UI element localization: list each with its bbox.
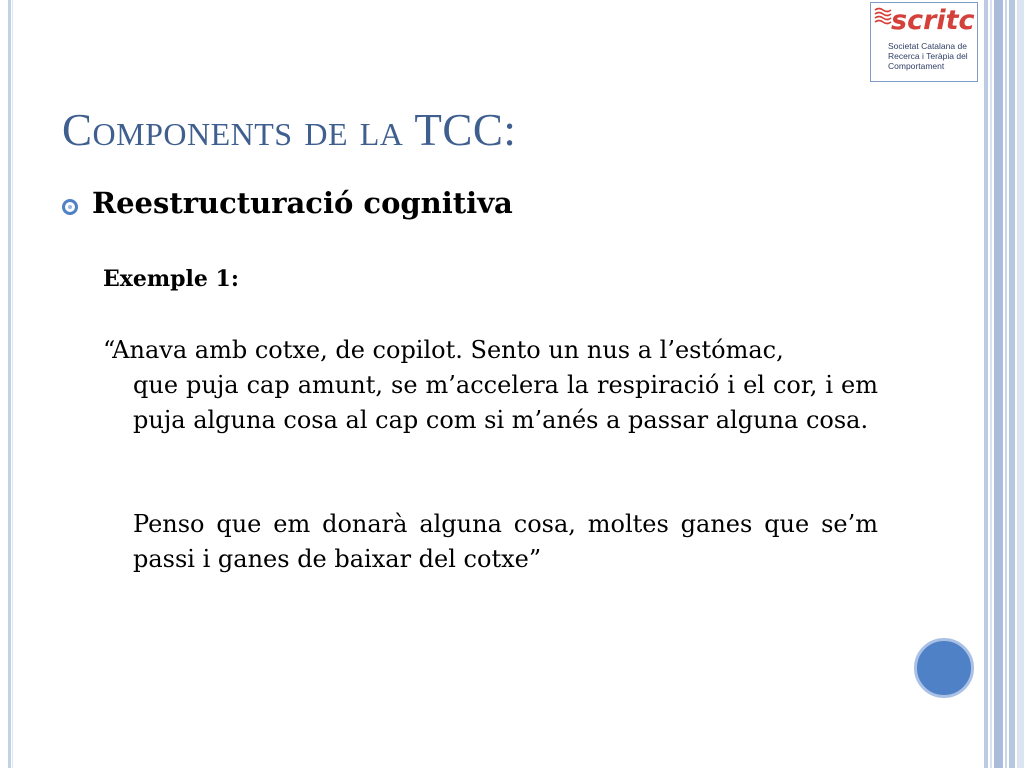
circle-button-icon[interactable] — [914, 638, 974, 698]
right-bar — [990, 0, 992, 768]
example-heading: Exemple 1: — [103, 266, 239, 292]
bullet-text: Reestructuració cognitiva — [92, 186, 513, 220]
wave-lines-icon — [874, 7, 892, 27]
logo-wordmark: scritc — [891, 5, 975, 36]
quote-paragraph-2: Penso que em donarà alguna cosa, moltes ganes que se’m passi i ganes de baixar del cotxe” — [133, 510, 878, 573]
right-decorative-bars — [984, 0, 1024, 768]
right-bar — [1005, 0, 1007, 768]
logo-subtitle: Societat Catalana de Recerca i Teràpia del Comportament — [888, 41, 968, 71]
quote-line-rest: que puja cap amunt, se m’accelera la respiració i el cor, i em puja alguna cosa al cap com si m’anés a passar alguna cosa. — [133, 371, 878, 434]
left-rule-thin — [12, 0, 13, 768]
quote-paragraph-1 — [103, 333, 878, 438]
scritc-logo — [870, 2, 978, 82]
right-bar — [1009, 0, 1015, 768]
right-bar — [994, 0, 1003, 768]
quote-line-first: “Anava amb cotxe, de copilot. Sento un nus a l’estómac, — [103, 336, 784, 364]
slide-title: Components de la TCC: — [62, 105, 517, 155]
right-bar — [984, 0, 988, 768]
left-rule — [8, 0, 11, 768]
ring-bullet-icon — [62, 199, 78, 215]
right-bar — [1017, 0, 1024, 768]
